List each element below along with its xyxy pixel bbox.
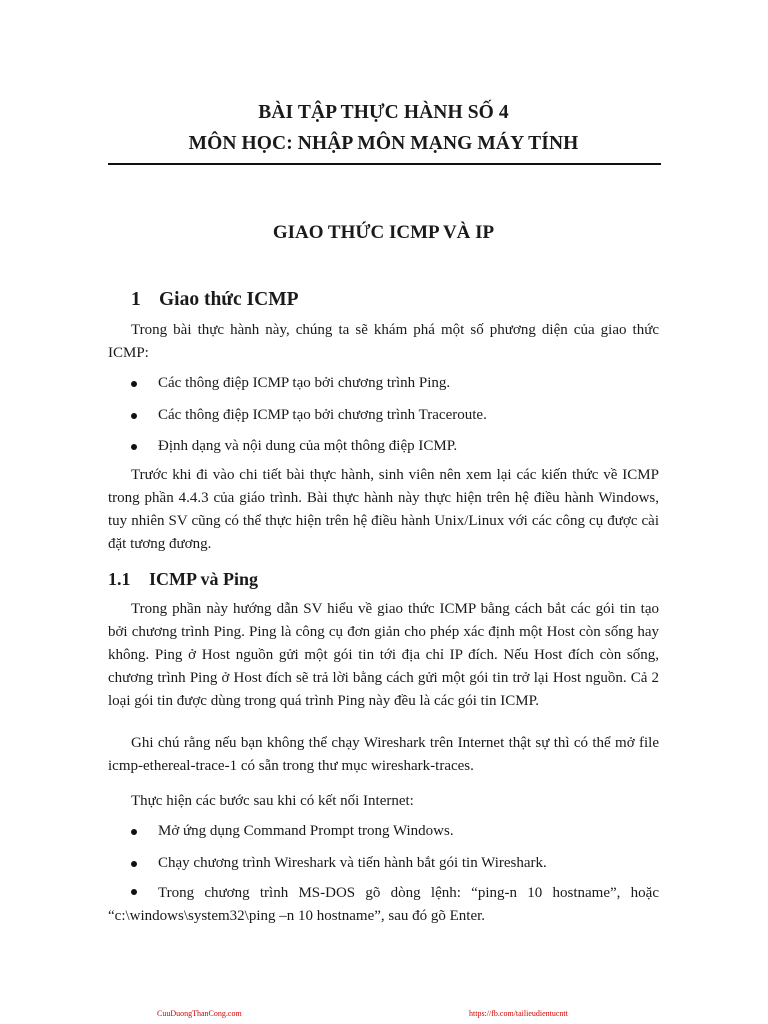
- steps-intro: Thực hiện các bước sau khi có kết nối Internet:: [131, 793, 414, 809]
- document-title-line1: BÀI TẬP THỰC HÀNH SỐ 4: [258, 102, 509, 123]
- document-page: [108, 0, 659, 1024]
- bullet-icon: [131, 381, 137, 387]
- section-1-intro: Trong bài thực hành này, chúng ta sẽ khám phá một số phương diện của giao thức ICMP:: [108, 322, 659, 361]
- section-1-title: Giao thức ICMP: [159, 289, 299, 310]
- footer-right-link[interactable]: https://fb.com/tailieudientucntt: [469, 1009, 568, 1018]
- section-1-paragraph: Trước khi đi vào chi tiết bài thực hành, sinh viên nên xem lại các kiến thức về ICMP trong phần 4.4.3 của giáo trình. Bài thực hành này thực hiện trên hệ điều hành Windows, tuy nhiên SV cũng có thể thực hiện trên hệ điều hành Unix/Linux với các công cụ được cài đặt tương đương.: [108, 467, 659, 552]
- section-1-1-number: 1.1: [108, 569, 131, 589]
- list-item-text: Định dạng và nội dung của một thông điệp ICMP.: [158, 438, 458, 454]
- list-item-text: Mở ứng dụng Command Prompt trong Windows.: [158, 823, 454, 839]
- document-title-line2: MÔN HỌC: NHẬP MÔN MẠNG MÁY TÍNH: [188, 133, 579, 154]
- section-1-1-title: ICMP và Ping: [149, 569, 259, 589]
- bullet-icon: [131, 889, 137, 895]
- bullet-icon: [131, 861, 137, 867]
- section-1-heading: [131, 289, 299, 311]
- list-item-text: Các thông điệp ICMP tạo bởi chương trình Ping.: [158, 375, 451, 391]
- footer-left-link[interactable]: CuuDuongThanCong.com: [157, 1009, 242, 1018]
- title-divider: [108, 163, 661, 165]
- bullet-icon: [131, 444, 137, 450]
- document-subtitle: GIAO THỨC ICMP VÀ IP: [272, 222, 495, 243]
- section-1-1-paragraph-1: Trong phần này hướng dẫn SV hiểu về giao thức ICMP bằng cách bắt các gói tin tạo bởi chương trình Ping. Ping là công cụ đơn giản cho phép xác định một Host còn sống hay không. Ping ở Host nguồn gửi một gói tin tới địa chỉ IP đích. Nếu Host đích còn sống, chương trình Ping ở Host đích sẽ trả lời bằng cách gửi một gói tin trở lại Host nguồn. Cả 2 loại gói tin được dùng trong quá trình Ping này đều là các gói tin ICMP.: [108, 601, 659, 709]
- bullet-icon: [131, 413, 137, 419]
- section-1-1-paragraph-2: Ghi chú rằng nếu bạn không thể chạy Wireshark trên Internet thật sự thì có thể mở file icmp-ethereal-trace-1 có sẵn trong thư mục wireshark-traces.: [108, 735, 659, 774]
- list-item: [108, 882, 659, 928]
- section-1-number: 1: [131, 289, 141, 310]
- list-item-text: Chạy chương trình Wireshark và tiến hành bắt gói tin Wireshark.: [158, 855, 547, 871]
- list-item-text: Trong chương trình MS-DOS gõ dòng lệnh: “ping-n 10 hostname”, hoặc “c:\windows\system32\ping –n 10 hostname”, sau đó gõ Enter.: [108, 885, 659, 924]
- bullet-icon: [131, 829, 137, 835]
- list-item-text: Các thông điệp ICMP tạo bởi chương trình Traceroute.: [158, 407, 487, 423]
- section-1-1-heading: [108, 569, 258, 590]
